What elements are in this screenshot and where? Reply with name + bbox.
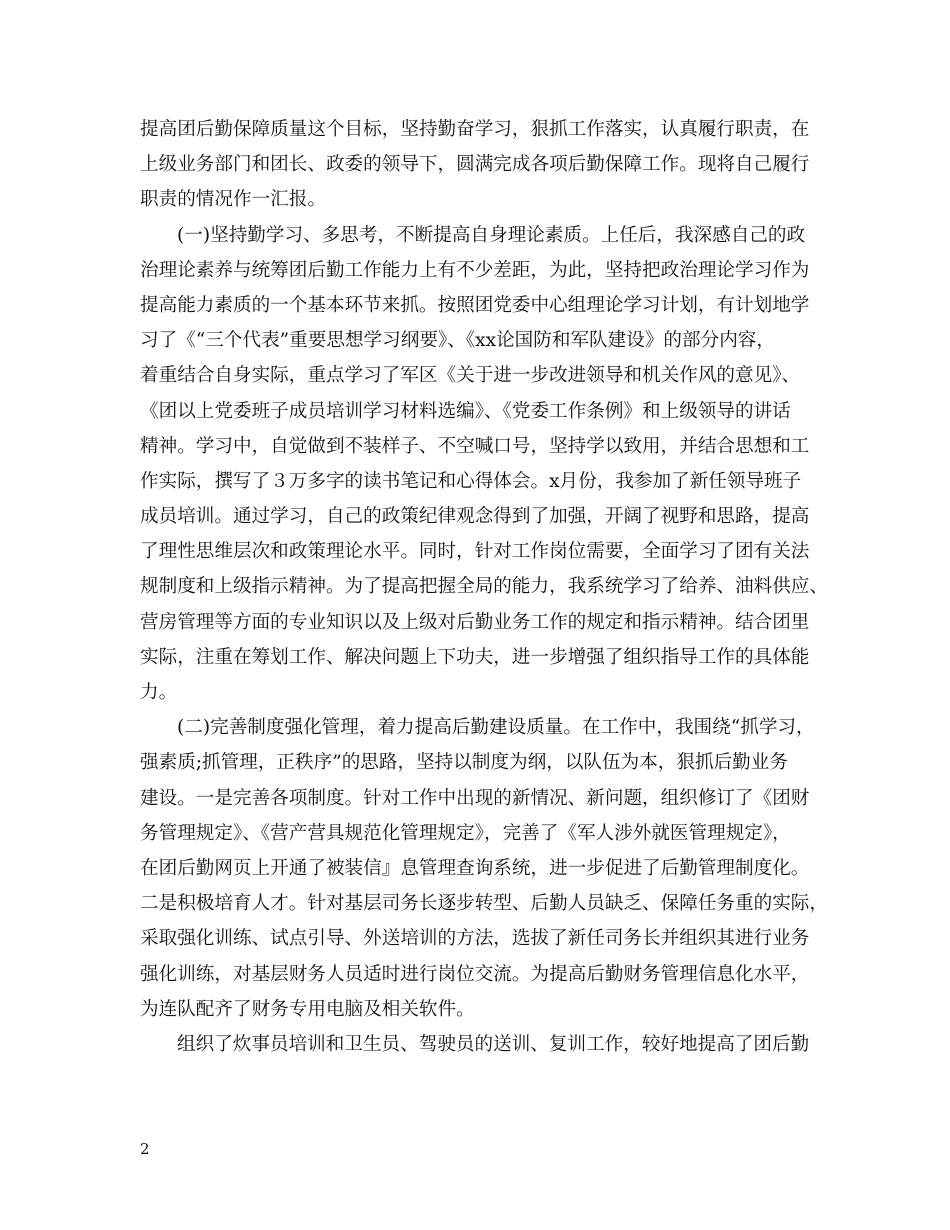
text-line: 在团后勤网页上开通了被装信』息管理查询系统，进一步促进了后勤管理制度化。 (140, 857, 810, 879)
paragraph-3 (140, 710, 830, 1027)
text-line: 提高能力素质的一个基本环节来抓。按照团党委中心组理论学习计划，有计划地学 (140, 294, 810, 316)
text-line: 实际，注重在筹划工作、解决问题上下功夫，进一步增强了组织指导工作的具体能 (140, 646, 810, 668)
text-line: 建设。一是完善各项制度。针对工作中出现的新情况、新问题，组织修订了《团财 (140, 787, 810, 809)
text-line: 治理论素养与统筹团后勤工作能力上有不少差距，为此，坚持把政治理论学习作为 (140, 259, 810, 281)
text-line: 强化训练，对基层财务人员适时进行岗位交流。为提高后勤财务管理信息化水平， (140, 963, 810, 985)
text-line: 营房管理等方面的专业知识以及上级对后勤业务工作的规定和指示精神。结合团里 (140, 611, 810, 633)
text-line: 成员培训。通过学习，自己的政策纪律观念得到了加强，开阔了视野和思路，提高 (140, 506, 810, 528)
text-line: 组织了炊事员培训和卫生员、驾驶员的送训、复训工作，较好地提高了团后勤 (177, 1033, 810, 1055)
text-line: 为连队配齐了财务专用电脑及相关软件。 (140, 998, 475, 1020)
paragraph-4 (140, 1027, 830, 1062)
text-line: 了理性思维层次和政策理论水平。同时，针对工作岗位需要，全面学习了团有关法 (140, 541, 810, 563)
text-line: 作实际，撰写了３万多字的读书笔记和心得体会。x月份，我参加了新任领导班子 (140, 470, 802, 492)
text-line: 《团以上党委班子成员培训学习材料选编》、《党委工作条例》和上级领导的讲话 (140, 400, 791, 422)
text-line: 强素质;抓管理，正秩序”的思路，坚持以制度为纲，以队伍为本，狠抓后勤业务 (140, 752, 788, 774)
text-line: 精神。学习中，自觉做到不装样子、不空喊口号，坚持学以致用，并结合思想和工 (140, 435, 810, 457)
text-line: 采取强化训练、试点引导、外送培训的方法，选拔了新任司务长并组织其进行业务 (140, 928, 810, 950)
page-number: 2 (140, 1140, 150, 1158)
text-line: 规制度和上级指示精神。为了提高把握全局的能力，我系统学习了给养、油料供应、 (140, 576, 828, 598)
text-line: (一)坚持勤学习、多思考，不断提高自身理论素质。上任后，我深感自己的政 (177, 224, 806, 246)
text-line: 二是积极培育人才。针对基层司务长逐步转型、后勤人员缺乏、保障任务重的实际， (140, 893, 828, 915)
document-body (140, 112, 830, 1062)
paragraph-1 (140, 112, 830, 218)
text-line: 上级业务部门和团长、政委的领导下，圆满完成各项后勤保障工作。现将自己履行 (140, 154, 810, 176)
paragraph-2 (140, 218, 830, 711)
text-line: 务管理规定》、《营产营具规范化管理规定》，完善了《军人涉外就医管理规定》， (140, 822, 791, 844)
text-line: (二)完善制度强化管理，着力提高后勤建设质量。在工作中，我围绕“抓学习， (177, 717, 815, 739)
text-line: 提高团后勤保障质量这个目标，坚持勤奋学习，狠抓工作落实，认真履行职责，在 (140, 119, 810, 140)
text-line: 着重结合自身实际，重点学习了军区《关于进一步改进领导和机关作风的意见》、 (140, 365, 801, 387)
text-line: 职责的情况作一汇报。 (140, 189, 326, 211)
text-line: 习了《“三个代表”重要思想学习纲要》、《xx论国防和军队建设》的部分内容， (140, 330, 775, 352)
text-line: 力。 (140, 682, 178, 703)
